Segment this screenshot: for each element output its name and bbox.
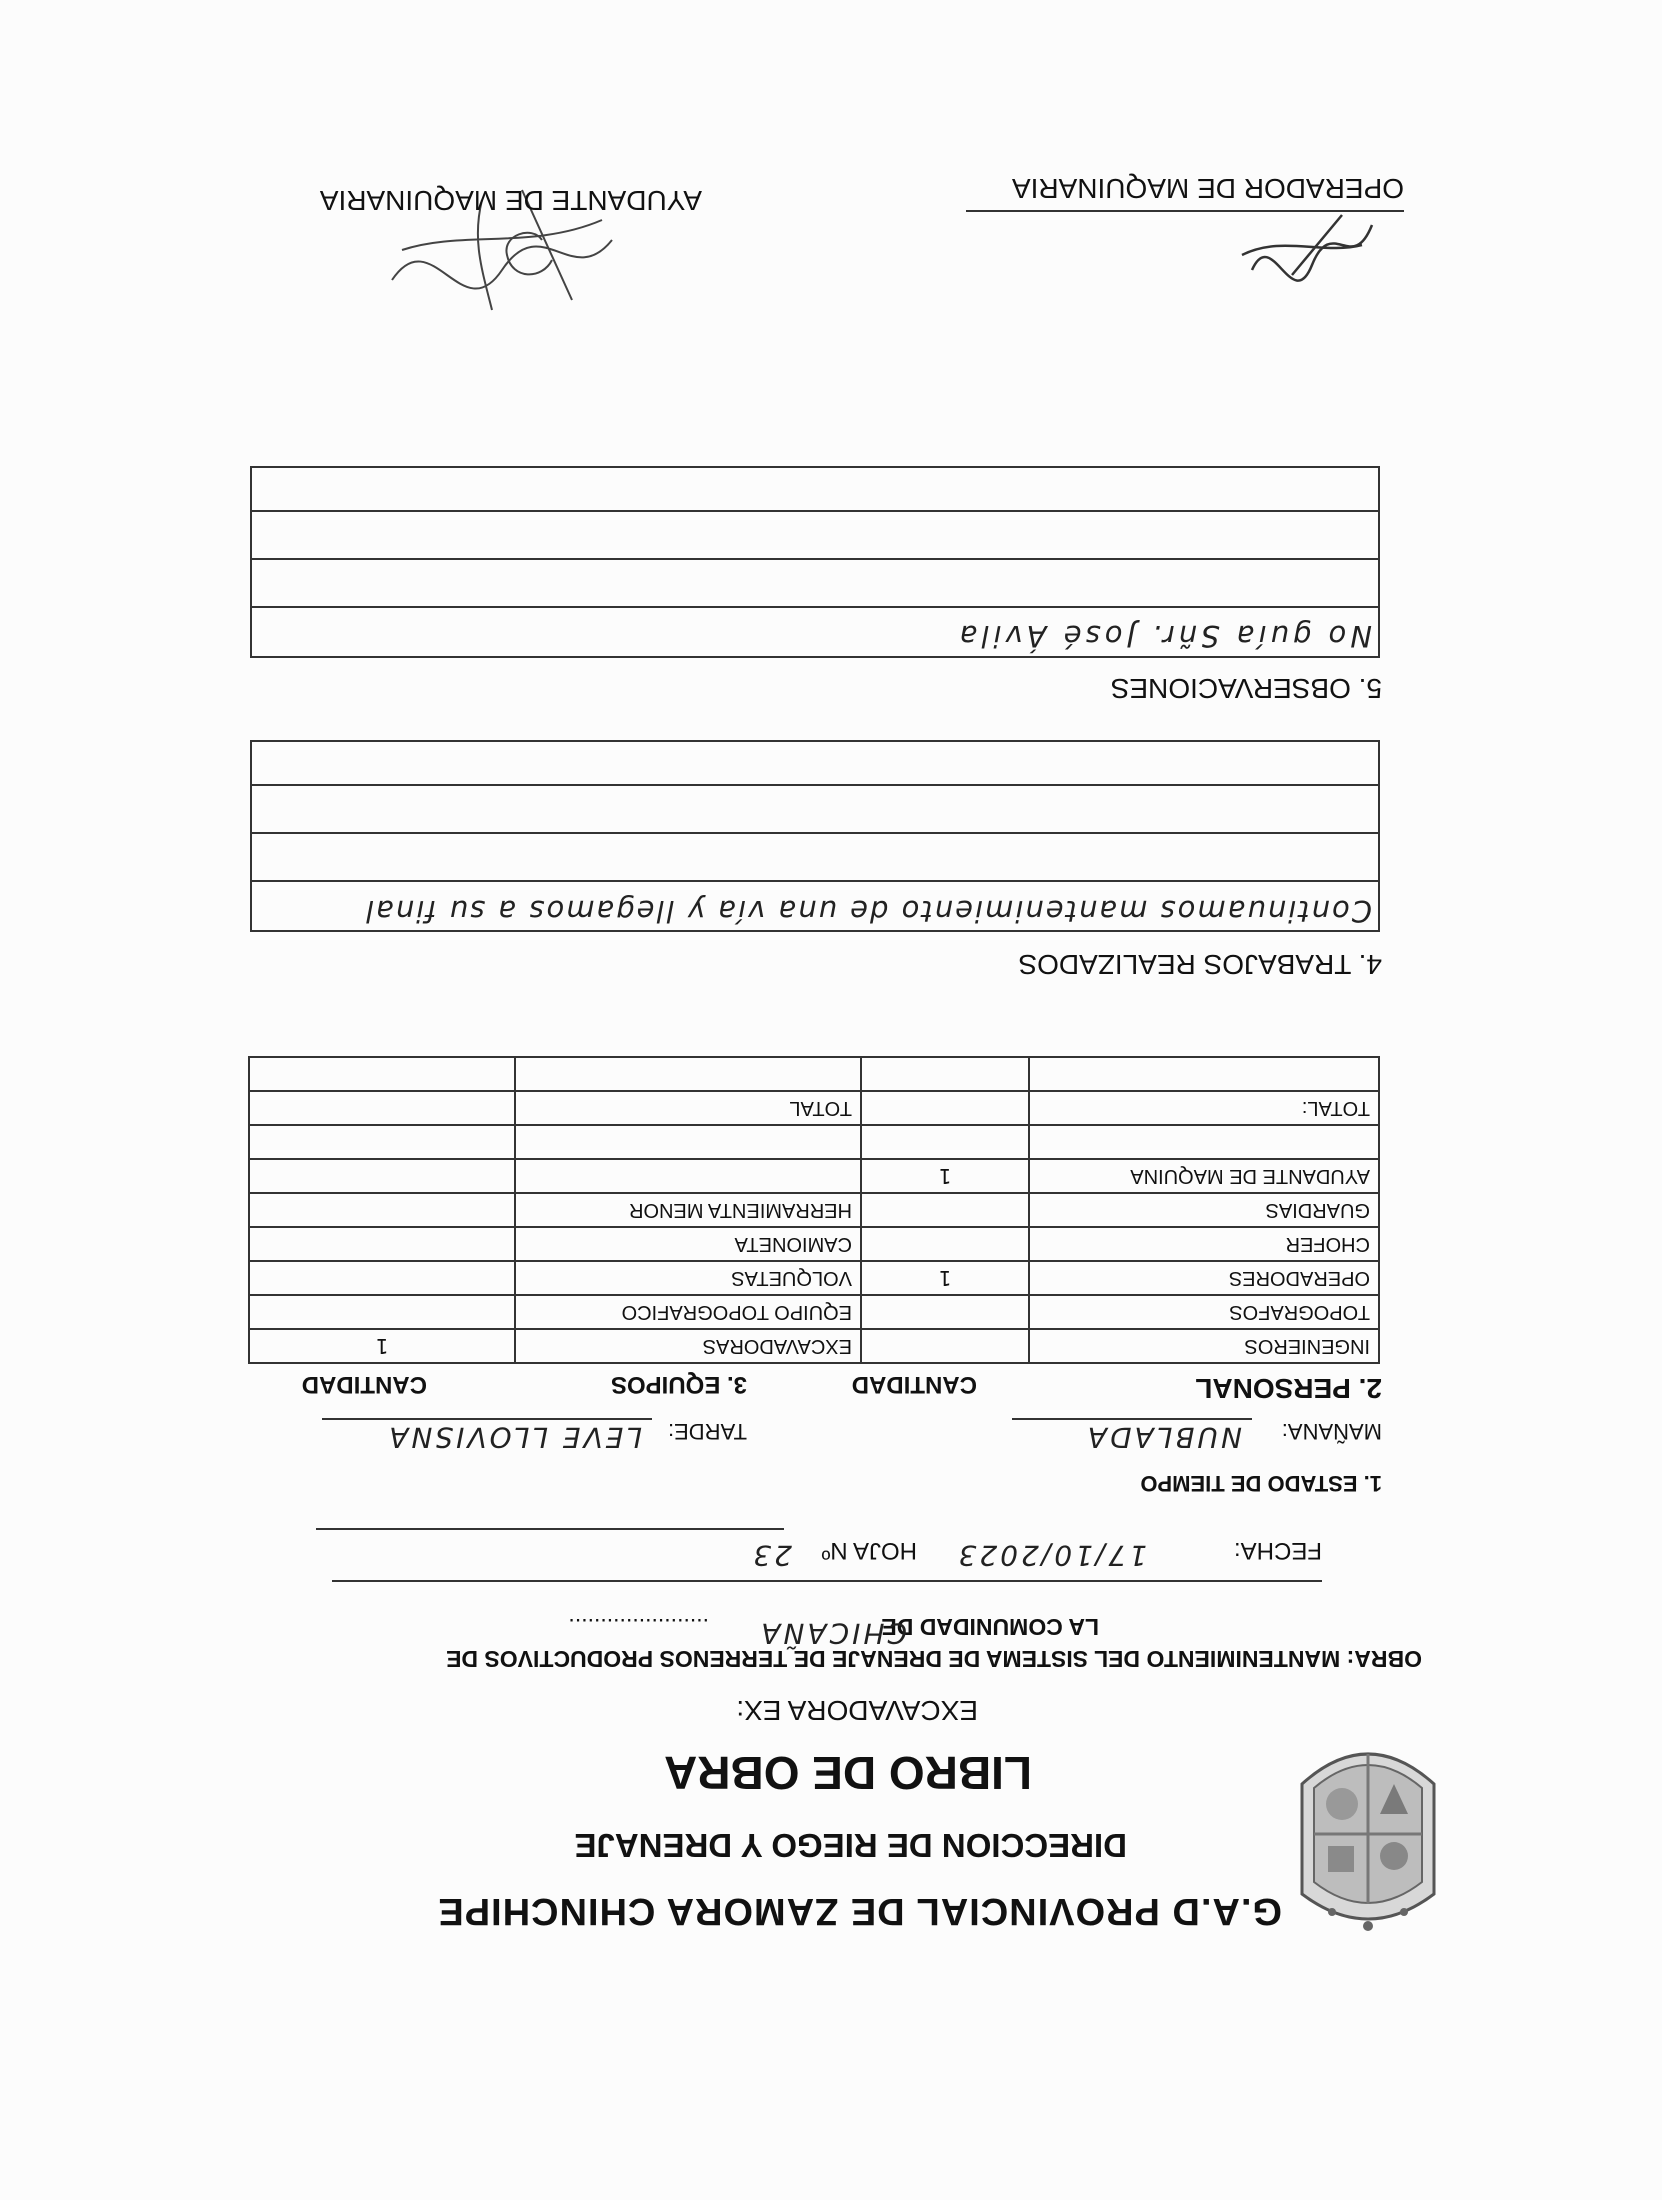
observaciones-rule xyxy=(252,606,1378,608)
observaciones-label: 5. OBSERVACIONES xyxy=(1110,673,1382,704)
personal-qty-cell xyxy=(861,1227,1029,1261)
equipo-qty-cell xyxy=(249,1159,515,1193)
trabajos-rule xyxy=(252,784,1378,786)
personal-qty-cell xyxy=(861,1091,1029,1125)
equipo-cell: HERRAMIENTA MENOR xyxy=(515,1193,861,1227)
table-row xyxy=(249,1159,1379,1193)
operador-signature xyxy=(1232,200,1382,285)
equipo-cell: VOLQUETAS xyxy=(515,1261,861,1295)
tarde-label: TARDE: xyxy=(667,1419,747,1444)
cantidad-personal-header: CANTIDAD xyxy=(851,1371,977,1398)
manana-rule xyxy=(1012,1418,1252,1420)
equipo-qty-cell: 1 xyxy=(249,1329,515,1363)
obra-dots: ...................... xyxy=(568,1614,709,1640)
obra-description-line1: MANTENIMIENTO DEL SISTEMA DE DRENAJE DE TERRENOS PRODUCTIVOS DE xyxy=(446,1646,1341,1672)
personal-qty-cell xyxy=(861,1295,1029,1329)
equipo-qty-cell xyxy=(249,1193,515,1227)
equipo-cell xyxy=(515,1125,861,1159)
estado-tiempo-label: 1. ESTADO DE TIEMPO xyxy=(1140,1471,1382,1496)
observaciones-rule xyxy=(252,558,1378,560)
personal-cell: GUARDIAS xyxy=(1029,1193,1379,1227)
personal-qty-cell: 1 xyxy=(861,1159,1029,1193)
fecha-top-rule xyxy=(332,1580,1322,1582)
obra-label: OBRA: xyxy=(1346,1646,1422,1672)
personal-cell: TOTAL: xyxy=(1029,1091,1379,1125)
table-row xyxy=(249,1295,1379,1329)
personal-cell: TOPOGRAFOS xyxy=(1029,1295,1379,1329)
fecha-label: FECHA: xyxy=(1233,1537,1322,1564)
obra-community-value: CHICAÑA xyxy=(758,1617,907,1650)
equipo-cell: CAMIONETA xyxy=(515,1227,861,1261)
equipo-cell: TOTAL xyxy=(515,1091,861,1125)
operador-rule xyxy=(966,210,1404,212)
table-row xyxy=(249,1193,1379,1227)
equipo-qty-cell xyxy=(249,1227,515,1261)
table-row xyxy=(249,1329,1379,1363)
personal-cell: OPERADORES xyxy=(1029,1261,1379,1295)
personal-equipos-table xyxy=(248,1056,1380,1364)
table-row xyxy=(249,1091,1379,1125)
manana-label: MAÑANA: xyxy=(1281,1419,1382,1444)
cantidad-equipos-header: CANTIDAD xyxy=(301,1371,427,1398)
hoja-value: 23 xyxy=(750,1539,792,1572)
personal-cell: INGENIEROS xyxy=(1029,1329,1379,1363)
operador-label: OPERADOR DE MAQUINARIA xyxy=(1011,173,1404,204)
personal-cell: CHOFER xyxy=(1029,1227,1379,1261)
personal-qty-cell xyxy=(861,1057,1029,1091)
tarde-value: LEVE LLOVISNA xyxy=(386,1421,642,1454)
personal-cell: AYUDANTE DE MAQUINA xyxy=(1029,1159,1379,1193)
institution-title: G.A.D PROVINCIAL DE ZAMORA CHINCHIPE xyxy=(437,1890,1282,1932)
department-title: DIRECCION DE RIEGO Y DRENAJE xyxy=(574,1827,1127,1864)
table-row xyxy=(249,1057,1379,1091)
equipo-cell xyxy=(515,1159,861,1193)
obra-description-line2: LA COMUNIDAD DE xyxy=(881,1614,1099,1640)
ayudante-label: AYUDANTE DE MAQUINARIA xyxy=(319,185,702,216)
observaciones-text: No guía Sñr. José Ávila xyxy=(955,619,1372,653)
coat-of-arms-icon xyxy=(1292,1730,1444,1934)
personal-cell xyxy=(1029,1125,1379,1159)
hoja-label: HOJA Nº xyxy=(821,1537,917,1564)
personal-qty-cell xyxy=(861,1193,1029,1227)
book-title: LIBRO DE OBRA xyxy=(664,1747,1032,1799)
equipo-qty-cell xyxy=(249,1125,515,1159)
observaciones-rule xyxy=(252,510,1378,512)
excavator-label: EXCAVADORA EX: xyxy=(736,1695,978,1726)
manana-value: NUBLADA xyxy=(1084,1421,1242,1454)
table-row xyxy=(249,1227,1379,1261)
equipo-cell xyxy=(515,1057,861,1091)
personal-qty-cell: 1 xyxy=(861,1261,1029,1295)
equipo-qty-cell xyxy=(249,1091,515,1125)
fecha-value: 17/10/2023 xyxy=(955,1539,1147,1572)
equipo-qty-cell xyxy=(249,1261,515,1295)
trabajos-label: 4. TRABAJOS REALIZADOS xyxy=(1018,949,1382,980)
equipo-qty-cell xyxy=(249,1295,515,1329)
tarde-rule xyxy=(322,1418,652,1420)
equipo-qty-cell xyxy=(249,1057,515,1091)
fecha-bottom-rule xyxy=(316,1528,784,1530)
equipos-header: 3. EQUIPOS xyxy=(610,1371,747,1398)
equipo-cell: EQUIPO TOPOGRAFICO xyxy=(515,1295,861,1329)
personal-header: 2. PERSONAL xyxy=(1195,1373,1382,1404)
personal-qty-cell xyxy=(861,1125,1029,1159)
equipo-cell: EXCAVADORAS xyxy=(515,1329,861,1363)
trabajos-rule xyxy=(252,880,1378,882)
personal-qty-cell xyxy=(861,1329,1029,1363)
obra-line1 xyxy=(446,1645,1422,1672)
trabajos-rule xyxy=(252,832,1378,834)
table-row xyxy=(249,1261,1379,1295)
personal-cell xyxy=(1029,1057,1379,1091)
table-row xyxy=(249,1125,1379,1159)
trabajos-text: Continuamos mantenimiento de una vía y llegamos a su final xyxy=(364,894,1372,928)
